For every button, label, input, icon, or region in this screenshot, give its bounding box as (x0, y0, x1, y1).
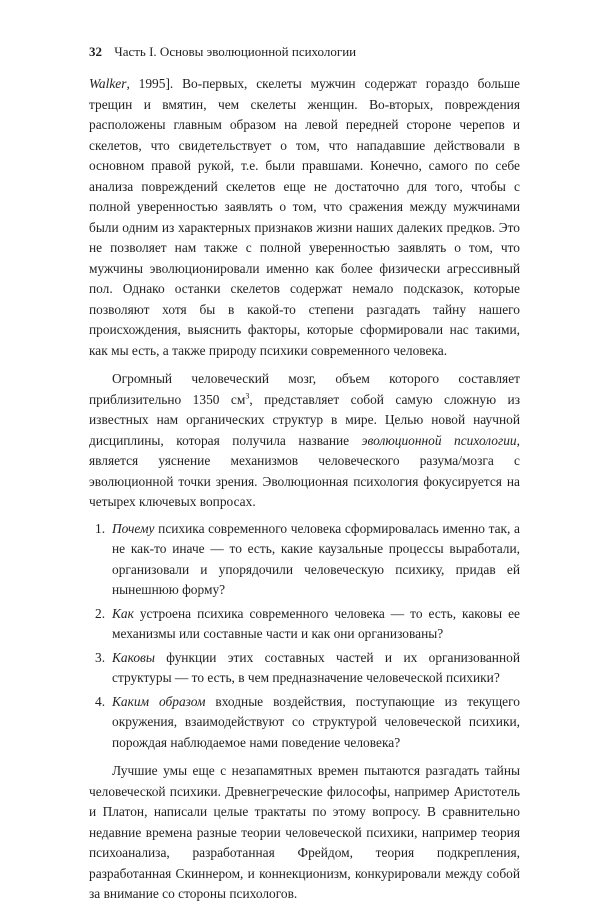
list-item (89, 604, 520, 645)
list-item-number: 2. (95, 605, 106, 621)
key-questions-list (89, 519, 520, 754)
list-item (89, 692, 520, 754)
paragraph-brain-text-a: Огромный человеческий мозг, объем которого составляет приблизительно 1350 см (89, 371, 520, 407)
list-item (89, 648, 520, 689)
paragraph-brain-text-b: , представляет собой самую сложную из известных нам органических структур в мире. Целью новой научной дисциплины, которая получила название (89, 391, 521, 448)
cubic-superscript: 3 (245, 391, 250, 401)
paragraph-skeletons (89, 74, 520, 361)
list-item-number: 4. (95, 693, 106, 709)
list-item-text: входные воздействия, поступающие из текущего окружения, взаимодействуют со структурой человеческой психики, порождая наблюдаемое нами поведение человека? (112, 693, 520, 750)
list-item-keyword: Как (112, 605, 134, 621)
citation-author: Walker (89, 76, 127, 91)
list-item-text: функции этих составных частей и их организованной структуры — то есть, в чем предназначение человеческой психики? (112, 649, 520, 685)
running-header (89, 44, 356, 60)
list-item-keyword: Почему (112, 520, 155, 536)
paragraph-brain (89, 369, 520, 513)
paragraph-skeletons-text: , 1995]. Во-первых, скелеты мужчин содержат гораздо больше трещин и вмятин, чем скелеты женщин. Во-вторых, повреждения расположены главным образом на левой передней стороне черепов и скелетов, что свидетельствует о том, что нападавшие действовали в основном правой рукой, т.е. были правшами. Конечно, самого по себе анализа повреждений скелетов еще не достаточно для того, чтобы с полной уверенностью заявлять о том, что сражения между мужчинами были одним из характерных признаков жизни наших далеких предков. Это не позволяет нам также с полной уверенностью заявлять о том, что мужчины эволюционировали именно как более физически агрессивный пол. Однако останки скелетов содержат немало подсказок, которые позволяют хотя бы в какой-то степени разгадать тайну нашего происхождения, выяснить факторы, которые сформировали нас такими, как мы есть, а также природу психики современного человека. (89, 76, 520, 358)
list-item (89, 519, 520, 601)
paragraph-brain-text-c: , является уяснение механизмов человеческого разума/мозга с эволюционной точки зрения. Эволюционная психология фокусируется на четырех ключевых вопросах. (89, 432, 520, 509)
running-title: Часть I. Основы эволюционной психологии (114, 44, 357, 59)
list-item-number: 1. (95, 520, 106, 536)
page-number: 32 (89, 44, 102, 59)
paragraph-history: Лучшие умы еще с незапамятных времен пытаются разгадать тайны человеческой психики. Древнегреческие философы, например Аристотель и Платон, написали целые трактаты по этому вопросу. В сравнительно недавние времена разные теории человеческой психики, например теория психоанализа, разработанная Фрейдом, теория подкрепления, разработанная Скиннером, и коннекционизм, конкурировали между собой за внимание со стороны психологов. (89, 763, 520, 901)
list-item-keyword: Каковы (112, 649, 155, 665)
term-evolutionary-psychology: эволюционной психологии (361, 432, 517, 448)
list-item-text: психика современного человека сформировалась именно так, а не как-то иначе — то есть, какие каузальные процессы выработали, организовали и упорядочили человеческую психику, придав ей нынешнюю форму? (112, 520, 520, 597)
page-body (89, 74, 520, 905)
list-item-number: 3. (95, 649, 106, 665)
list-item-text: устроена психика современного человека — то есть, каковы ее механизмы или составные части и как они организованы? (112, 605, 520, 641)
list-item-keyword: Каким образом (112, 693, 206, 709)
